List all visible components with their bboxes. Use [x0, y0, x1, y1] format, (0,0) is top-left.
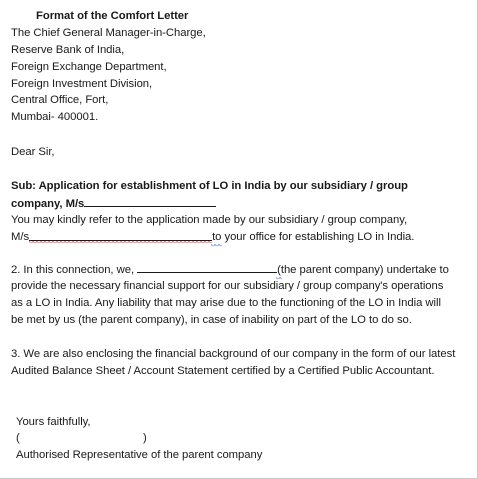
sign-off: Yours faithfully, [16, 416, 91, 428]
paragraph-2-line-1 [11, 261, 449, 278]
letter-title: Format of the Comfort Letter [36, 10, 189, 22]
subject-line-2 [11, 195, 216, 212]
address-line: The Chief General Manager-in-Charge, [11, 27, 206, 39]
subject-line-2-prefix: company, M/s [11, 198, 85, 210]
subsidiary-name-blank [29, 229, 212, 240]
paragraph-1-prefix: M/s [11, 231, 30, 243]
paragraph-2-prefix: 2. In this connection, we, [11, 264, 135, 276]
paragraph-1-suffix: your office for establishing LO in India. [221, 231, 415, 243]
paragraph-2-line-3: as a LO in India. Any liability that may arise due to the functioning of the LO in India will [11, 297, 441, 309]
address-line: Foreign Exchange Department, [11, 61, 167, 73]
paragraph-1-to: to [212, 231, 222, 243]
address-line: Mumbai- 400001. [11, 111, 99, 123]
salutation: Dear Sir, [11, 146, 55, 158]
signature-paren-close: ) [143, 432, 147, 444]
paragraph-2-line-2: provide the necessary financial support for our subsidiary / group company's operations [11, 280, 444, 292]
address-line: Central Office, Fort, [11, 94, 109, 106]
paragraph-2-suffix: the parent company) undertake to [280, 264, 449, 276]
paragraph-3-line-1: 3. We are also enclosing the financial background of our company in the form of our latest [11, 348, 456, 360]
signatory-title: Authorised Representative of the parent company [16, 449, 263, 461]
paragraph-1-line-2 [11, 229, 414, 245]
paragraph-2-paren: ( [277, 264, 281, 276]
paragraph-2-line-4: be met by us (the parent company), in case of inability on part of the LO to do so. [11, 314, 412, 326]
signature-paren-open: ( [16, 432, 20, 444]
parent-company-blank [137, 261, 277, 273]
paragraph-3-line-2: Audited Balance Sheet / Account Statement certified by a Certified Public Accountant. [11, 365, 435, 377]
address-line: Foreign Investment Division, [11, 78, 153, 90]
subject-line-1: Sub: Application for establishment of LO in India by our subsidiary / group [11, 180, 408, 192]
address-line: Reserve Bank of India, [11, 44, 125, 56]
company-name-blank [84, 195, 216, 207]
paragraph-1-line-1: You may kindly refer to the application made by our subsidiary / group company, [11, 214, 408, 226]
